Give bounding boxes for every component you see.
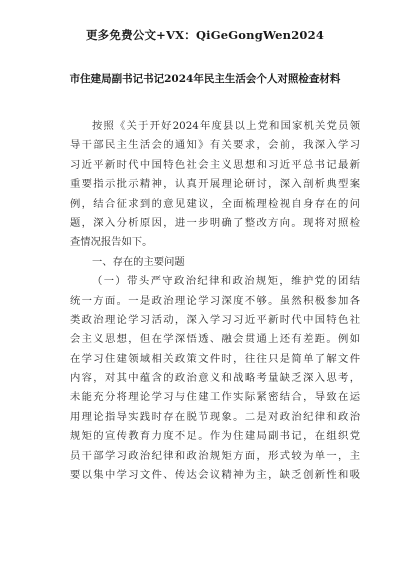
body-line: 要以集中学习文件、传达会议精神为主，缺乏创新性和吸 [70, 469, 360, 482]
body-line: 在学习住建领域相关政策文件时，往往只是简单了解文件 [70, 352, 360, 365]
body-line: 内容，对其中蕴含的政治意义和战略考量缺乏深入思考， [70, 372, 360, 385]
intro-line: 查情况报告如下。 [70, 236, 153, 249]
document-title: 市住建局副书记书记2024年民主生活会个人对照检查材料 [69, 73, 341, 85]
intro-line: 例，结合征求到的意见建议，全面梳理检视自身存在的问 [70, 197, 360, 210]
intro-line: 题，深入分析原因，进一步明确了整改方向。现将对照检 [70, 216, 360, 229]
body-line: 规矩的宣传教育力度不足。作为住建局副书记，在组织党 [70, 430, 360, 443]
intro-line: 重要指示批示精神，认真开展理论研讨，深入剖析典型案 [70, 178, 360, 191]
section-heading: 一、存在的主要问题 [92, 255, 185, 268]
body-line: 未能充分将理论学习与住建工作实际紧密结合，导致在运 [70, 391, 360, 404]
body-line: 员干部学习政治纪律和政治规矩方面，形式较为单一，主 [70, 449, 360, 462]
document-body [70, 117, 360, 485]
body-line: 统一方面。一是政治理论学习深度不够。虽然积极参加各 [70, 294, 360, 307]
body-line: 会主义思想，但在学深悟透、融会贯通上还有差距。例如 [70, 333, 360, 346]
body-line: 类政治理论学习活动，深入学习习近平新时代中国特色社 [70, 313, 360, 326]
intro-line: 按照《关于开好2024年度县以上党和国家机关党员领 [92, 120, 360, 132]
subsection-heading: （一）带头严守政治纪律和政治规矩，维护党的团结 [92, 275, 360, 288]
intro-line: 习近平新时代中国特色社会主义思想和习近平总书记最新 [70, 158, 360, 171]
body-line: 用理论指导实践时存在脱节现象。二是对政治纪律和政治 [70, 410, 360, 423]
intro-line: 导干部民主生活会的通知》有关要求，会前，我深入学习 [70, 139, 360, 152]
watermark-text: 更多免费公文+VX：QiGeGongWen2024 [85, 28, 325, 42]
